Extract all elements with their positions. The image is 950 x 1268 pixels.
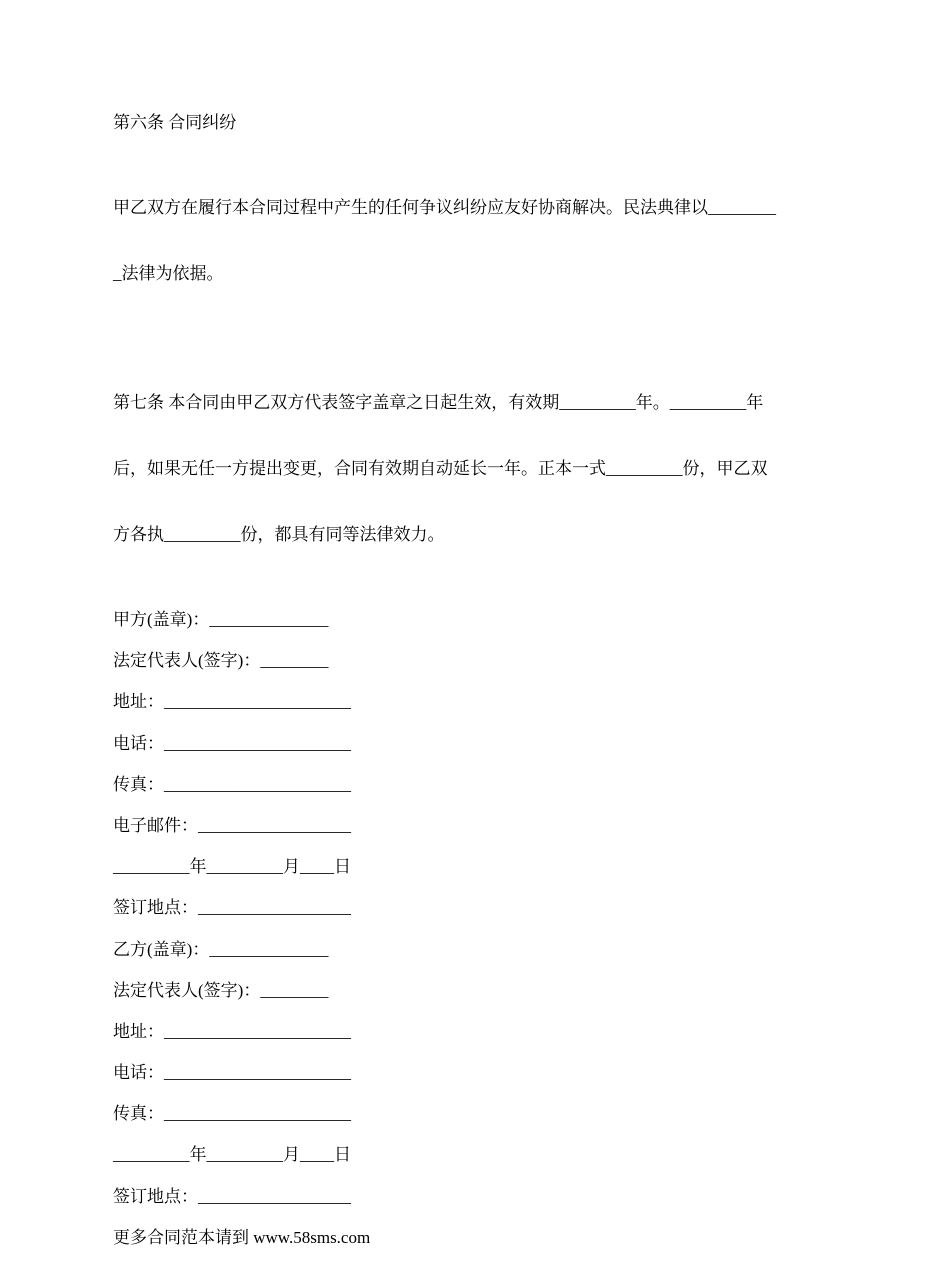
article7-line1: 第七条 本合同由甲乙双方代表签字盖章之日起生效，有效期_________年。_________年 <box>113 393 764 412</box>
article7-line3: 方各执_________份，都具有同等法律效力。 <box>113 525 445 544</box>
party-b-place-field[interactable]: 签订地点：__________________ <box>113 1186 351 1206</box>
article6-body-line2: _法律为依据。 <box>113 264 224 283</box>
party-a-place-field[interactable]: 签订地点：__________________ <box>113 898 351 918</box>
party-a-section <box>113 609 843 919</box>
party-b-section <box>113 939 843 1208</box>
party-a-date-field[interactable]: _________年_________月____日 <box>113 857 351 877</box>
party-b-fax-field[interactable]: 传真：______________________ <box>113 1104 351 1124</box>
party-b-rep-field[interactable]: 法定代表人(签字)：________ <box>113 980 329 1000</box>
party-b-date-field[interactable]: _________年_________月____日 <box>113 1145 351 1165</box>
party-a-seal-field[interactable]: 甲方(盖章)：______________ <box>113 610 329 629</box>
party-a-rep-field[interactable]: 法定代表人(签字)：________ <box>113 651 329 671</box>
party-b-phone-field[interactable]: 电话：______________________ <box>113 1063 351 1083</box>
party-b-address-field[interactable]: 地址：______________________ <box>113 1021 351 1041</box>
party-a-fax-field[interactable]: 传真：______________________ <box>113 774 351 794</box>
article6-body-line1: 甲乙双方在履行本合同过程中产生的任何争议纠纷应友好协商解决。民法典律以________ <box>113 198 776 217</box>
party-a-email-field[interactable]: 电子邮件：__________________ <box>113 815 351 835</box>
contract-page <box>113 112 843 1268</box>
party-a-phone-field[interactable]: 电话：______________________ <box>113 733 351 753</box>
party-b-seal-field[interactable]: 乙方(盖章)：______________ <box>113 939 329 959</box>
footer-more-link: 更多合同范本请到 www.58sms.com <box>113 1227 371 1247</box>
article7-line2: 后，如果无任一方提出变更，合同有效期自动延长一年。正本一式_________份，甲乙双 <box>113 459 768 478</box>
article7-body <box>113 348 843 590</box>
article6-heading: 第六条 合同纠纷 <box>113 113 237 132</box>
article6-body <box>113 153 843 329</box>
party-a-address-field[interactable]: 地址：______________________ <box>113 692 351 712</box>
